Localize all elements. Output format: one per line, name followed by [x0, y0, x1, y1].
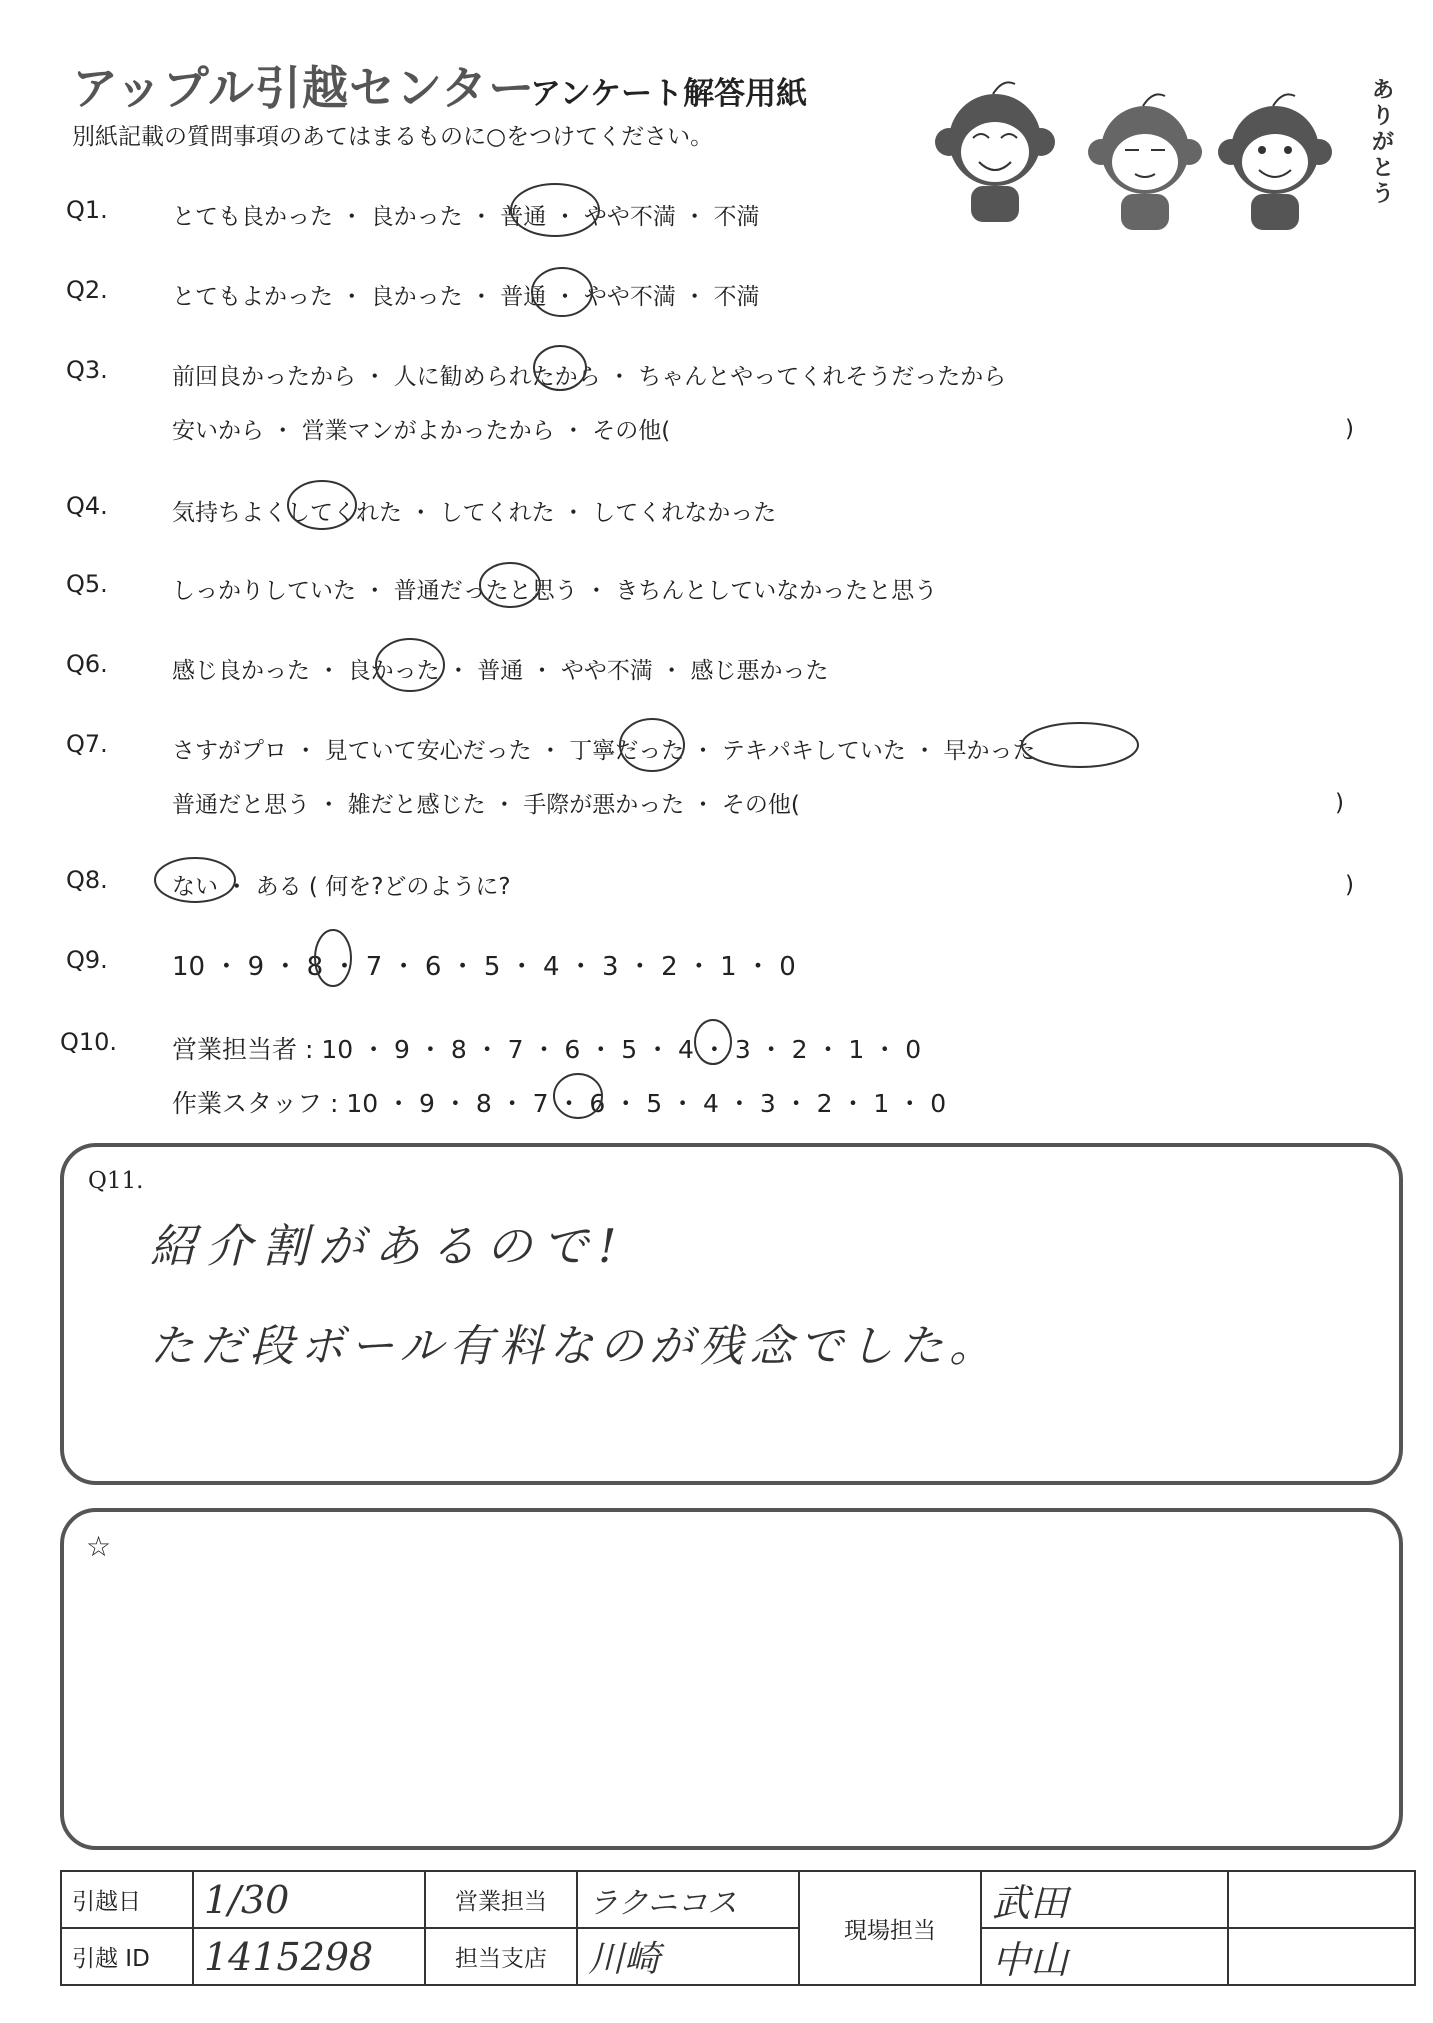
branch-label: 担当支店 — [425, 1928, 577, 1985]
move-id-value: 1415298 — [193, 1928, 425, 1985]
q8-options[interactable]: ない ・ ある ( 何を?どのように? — [172, 874, 511, 900]
q5-options[interactable]: しっかりしていた ・ 普通だったと思う ・ きちんとしていなかったと思う — [172, 578, 938, 604]
move-date-value: 1/30 — [193, 1871, 425, 1928]
q7-label: Q7. — [66, 730, 108, 758]
move-id-label: 引越 ID — [61, 1928, 193, 1985]
move-date-label: 引越日 — [61, 1871, 193, 1928]
sales-label: 営業担当 — [425, 1871, 577, 1928]
q3-options-line2[interactable]: 安いから ・ 営業マンがよかったから ・ その他( — [172, 418, 671, 444]
q4-options[interactable]: 気持ちよくしてくれた ・ してくれた ・ してくれなかった — [172, 500, 777, 526]
form-title: アップル引越センター — [72, 61, 536, 115]
q7-answer-circle-2 — [1022, 723, 1138, 767]
free-comment-box[interactable] — [60, 1508, 1403, 1850]
q7-answer-circle-1 — [620, 719, 684, 771]
q11-label: Q11. — [88, 1168, 144, 1194]
form-subtitle: アンケート解答用紙 — [530, 76, 808, 112]
q11-comment-line2: ただ段ボール有料なのが残念でした。 — [150, 1321, 1000, 1372]
q8-answer-circle — [155, 858, 235, 902]
q4-label: Q4. — [66, 492, 108, 520]
q3-answer-circle — [534, 346, 586, 390]
site-staff-extra-1 — [1228, 1871, 1415, 1928]
q2-label: Q2. — [66, 276, 108, 304]
q6-options[interactable]: 感じ良かった ・ 良かった ・ 普通 ・ やや不満 ・ 感じ悪かった — [172, 658, 829, 684]
q6-answer-circle — [376, 639, 444, 691]
q1-label: Q1. — [66, 196, 108, 224]
branch-value: 川崎 — [577, 1928, 799, 1985]
instruction-text: 別紙記載の質問事項のあてはまるものに○をつけてください。 — [72, 124, 714, 150]
q8-label: Q8. — [66, 866, 108, 894]
q5-answer-circle — [480, 563, 540, 607]
q9-label: Q9. — [66, 946, 108, 974]
q10-staff-options[interactable]: 作業スタッフ : 10 ・ 9 ・ 8 ・ 7 ・ 6 ・ 5 ・ 4 ・ 3 ・ 2 ・ 1 ・ 0 — [172, 1089, 947, 1118]
q1-options[interactable]: とても良かった ・ 良かった ・ 普通 ・ やや不満 ・ 不満 — [172, 204, 760, 230]
move-info-table — [60, 1870, 1416, 1986]
q10-label: Q10. — [60, 1028, 118, 1056]
sales-value: ラクニコス — [577, 1871, 799, 1928]
q1-answer-circle — [511, 184, 599, 236]
site-staff-extra-2 — [1228, 1928, 1415, 1985]
q3-label: Q3. — [66, 356, 108, 384]
site-staff-label: 現場担当 — [799, 1871, 981, 1985]
q7-options-line1[interactable]: さすがプロ ・ 見ていて安心だった ・ 丁寧だった ・ テキパキしていた ・ 早かった — [172, 738, 1036, 764]
site-staff-2: 中山 — [981, 1928, 1228, 1985]
q6-label: Q6. — [66, 650, 108, 678]
q7-options-line2[interactable]: 普通だと思う ・ 雑だと感じた ・ 手際が悪かった ・ その他( — [172, 792, 800, 818]
q9-answer-circle — [315, 930, 351, 986]
q10-staff-answer-circle — [554, 1074, 602, 1118]
q7-close-paren: ) — [1335, 790, 1344, 816]
star-icon: ☆ — [86, 1530, 112, 1563]
q10-sales-answer-circle — [695, 1020, 731, 1064]
q3-close-paren: ) — [1345, 416, 1354, 442]
q2-options[interactable]: とてもよかった ・ 良かった ・ 普通 ・ やや不満 ・ 不満 — [172, 284, 760, 310]
q4-answer-circle — [288, 481, 356, 529]
site-staff-1: 武田 — [981, 1871, 1228, 1928]
q5-label: Q5. — [66, 570, 108, 598]
q11-comment-line1: 紹介割があるので! — [150, 1219, 627, 1273]
q8-close-paren: ) — [1345, 872, 1354, 898]
q10-sales-options[interactable]: 営業担当者 : 10 ・ 9 ・ 8 ・ 7 ・ 6 ・ 5 ・ 4 ・ 3 ・ 2 ・ 1 ・ 0 — [172, 1035, 922, 1064]
q2-answer-circle — [532, 268, 592, 316]
mascot-caption: ありがとう — [1372, 78, 1395, 207]
q3-options-line1[interactable]: 前回良かったから ・ 人に勧められたから ・ ちゃんとやってくれそうだったから — [172, 364, 1007, 390]
q9-options[interactable]: 10 ・ 9 ・ 8 ・ 7 ・ 6 ・ 5 ・ 4 ・ 3 ・ 2 ・ 1 ・ 0 — [172, 952, 796, 982]
